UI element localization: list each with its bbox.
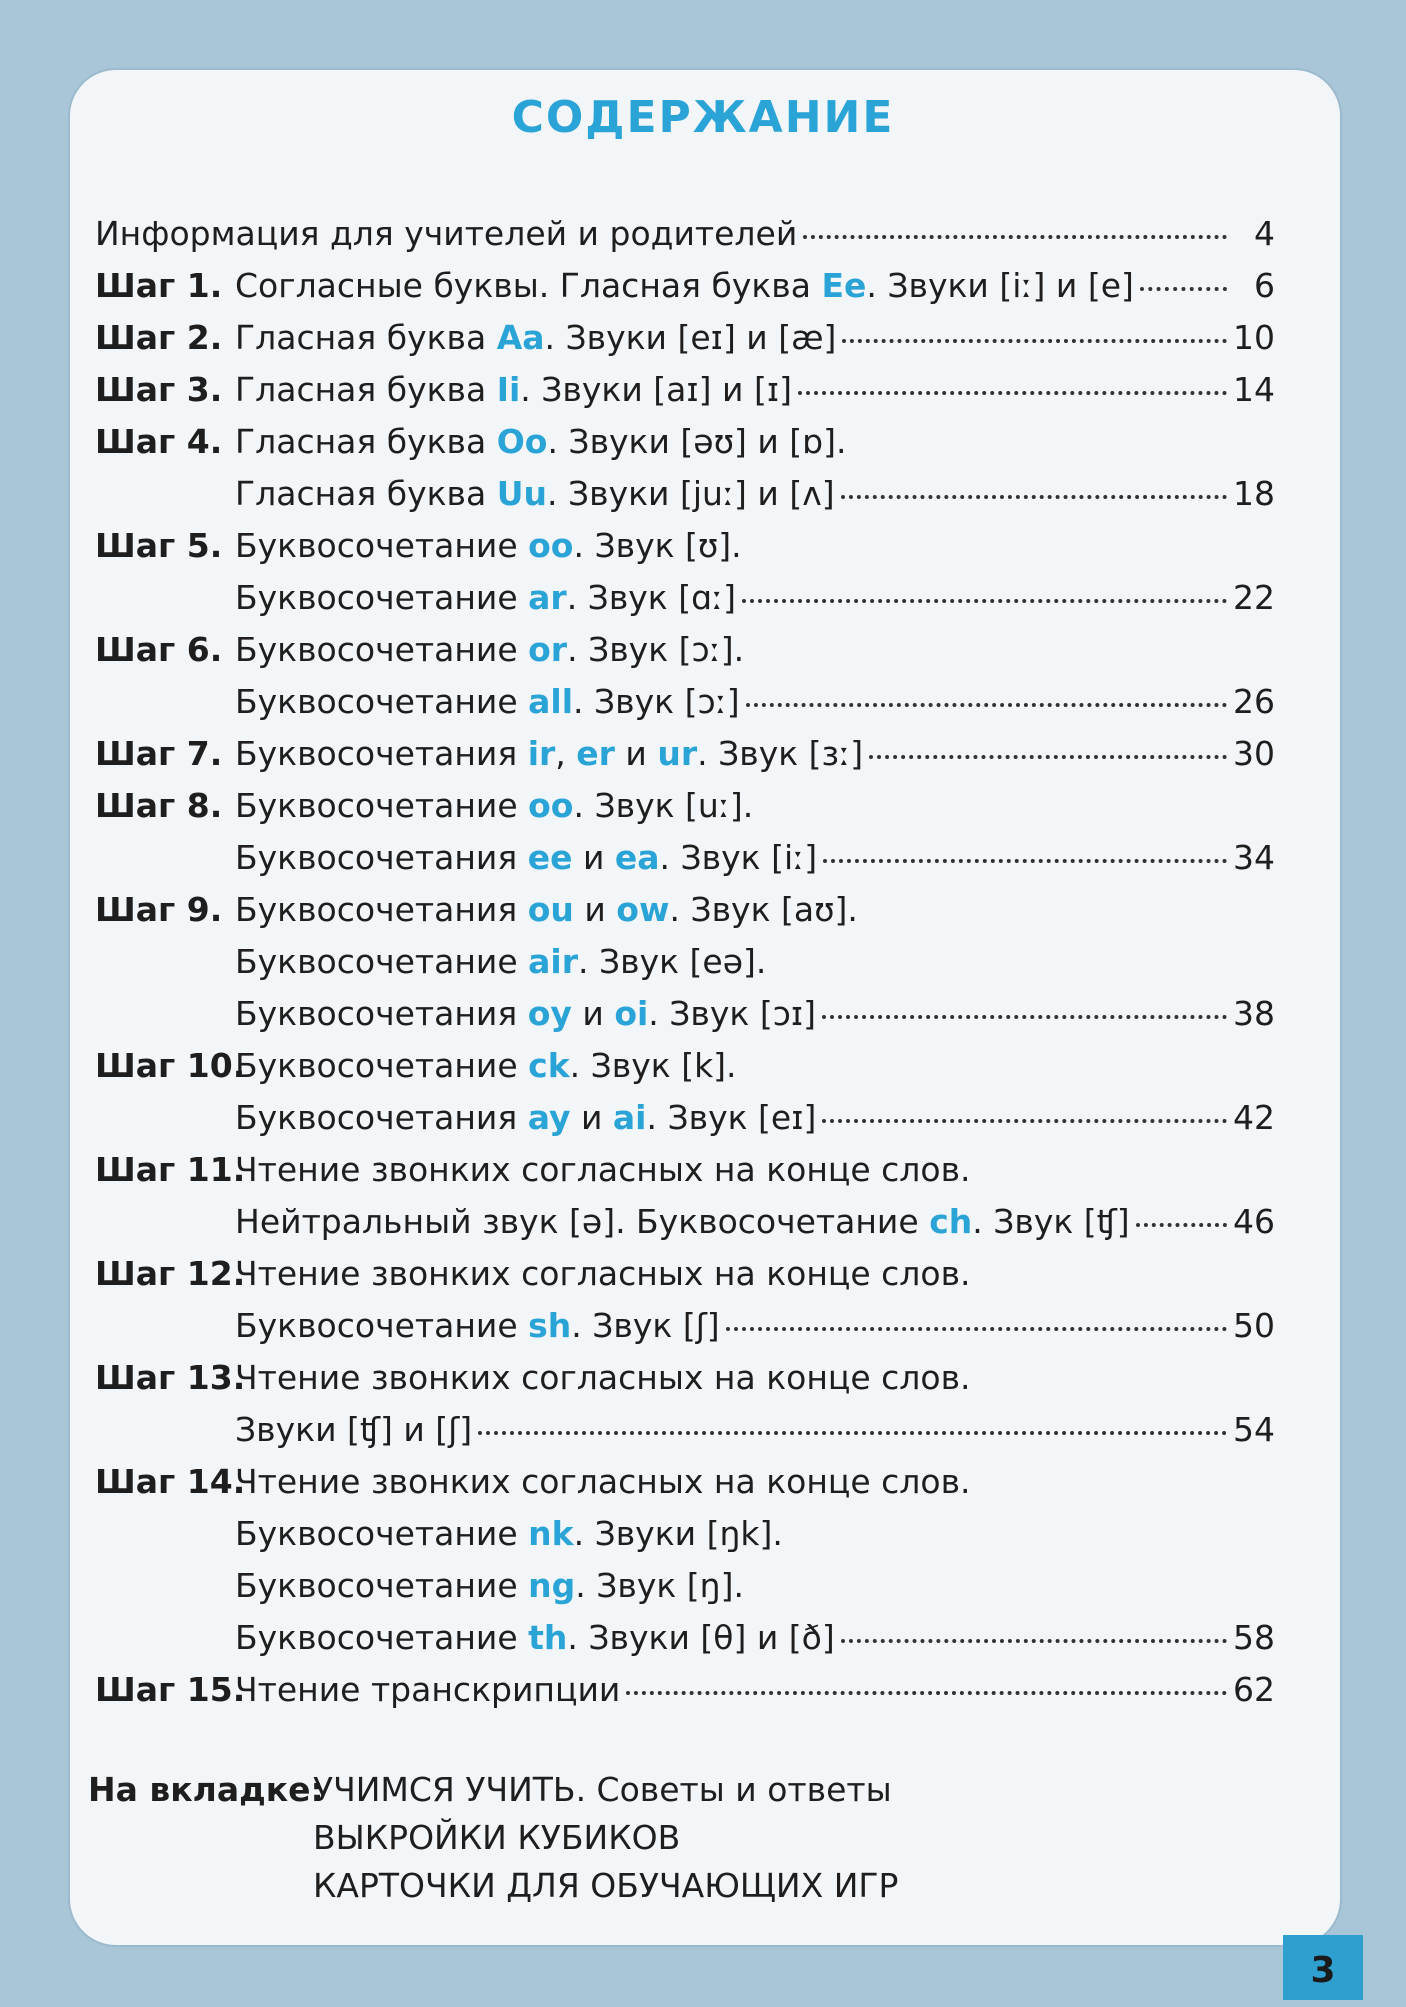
entry-text-part: Чтение звонких согласных на конце слов. — [235, 1358, 971, 1397]
toc-entry — [95, 1514, 1275, 1566]
letter-highlight: ar — [528, 578, 567, 617]
letter-highlight: air — [528, 942, 578, 981]
toc-entry — [95, 994, 1275, 1046]
toc-entry — [95, 526, 1275, 578]
entry-text — [235, 266, 1275, 318]
step-label: Шаг 4. — [95, 422, 223, 461]
toc-entry — [95, 214, 1275, 266]
toc-entry — [95, 1254, 1275, 1306]
entry-text-part: Буквосочетание — [235, 630, 529, 669]
entry-text-part: Информация для учителей и родителей — [95, 214, 798, 253]
entry-text-part: Звуки [ʧ] и [ʃ] — [235, 1410, 473, 1449]
letter-highlight: all — [528, 682, 574, 721]
entry-text-part: Чтение звонких согласных на конце слов. — [235, 1462, 971, 1501]
toc-entry — [95, 318, 1275, 370]
entry-text — [235, 630, 1275, 682]
insert-section — [88, 1770, 899, 1905]
dot-leader — [841, 1638, 1227, 1643]
letter-highlight: oi — [614, 994, 649, 1033]
entry-text — [235, 1618, 1275, 1670]
entry-text-part: . Звук [ʧ] — [972, 1202, 1130, 1241]
letter-highlight: ea — [614, 838, 660, 877]
entry-text-part: Буквосочетания — [235, 994, 528, 1033]
toc-entry — [95, 1150, 1275, 1202]
entry-text-part: Буквосочетание — [235, 942, 529, 981]
entry-page-number: 14 — [1233, 370, 1275, 409]
letter-highlight: ou — [527, 890, 574, 929]
entry-text-part: . Звук [ʃ] — [571, 1306, 720, 1345]
entry-page-number: 54 — [1233, 1410, 1275, 1449]
entry-text-part: и — [573, 890, 617, 929]
toc-entry — [95, 578, 1275, 630]
entry-text-part: Буквосочетание — [235, 786, 529, 825]
dot-leader — [626, 1690, 1227, 1695]
entry-text — [235, 1150, 1275, 1202]
letter-highlight: Oo — [496, 422, 548, 461]
page-number: 3 — [1283, 1935, 1363, 2000]
step-label: Шаг 14. — [95, 1462, 246, 1501]
entry-text-part: Буквосочетание — [235, 1306, 529, 1345]
toc-entry — [95, 1306, 1275, 1358]
step-label: Шаг 11. — [95, 1150, 246, 1189]
letter-highlight: nk — [528, 1514, 574, 1553]
letter-highlight: oo — [528, 786, 574, 825]
step-label: Шаг 12. — [95, 1254, 246, 1293]
entry-text — [235, 1306, 1275, 1358]
step-label: Шаг 5. — [95, 526, 223, 565]
entry-text — [235, 318, 1275, 370]
dot-leader — [823, 858, 1227, 863]
dot-leader — [842, 338, 1227, 343]
step-label: Шаг 3. — [95, 370, 223, 409]
dot-leader — [869, 754, 1227, 759]
insert-line: КАРТОЧКИ ДЛЯ ОБУЧАЮЩИХ ИГР — [313, 1866, 899, 1905]
entry-page-number: 58 — [1233, 1618, 1275, 1657]
letter-highlight: th — [528, 1618, 568, 1657]
entry-text — [235, 682, 1275, 734]
entry-text-part: Нейтральный звук [ə]. Буквосочетание — [235, 1202, 930, 1241]
entry-page-number: 42 — [1233, 1098, 1275, 1137]
dot-leader — [742, 598, 1227, 603]
entry-text — [235, 1670, 1275, 1722]
toc-entry — [95, 266, 1275, 318]
entry-text — [235, 578, 1275, 630]
entry-text — [235, 526, 1275, 578]
step-label: Шаг 2. — [95, 318, 223, 357]
dot-leader — [746, 702, 1227, 707]
toc-entry — [95, 1410, 1275, 1462]
entry-text — [95, 214, 1275, 266]
letter-highlight: Uu — [496, 474, 547, 513]
entry-text-part: Гласная буква — [235, 370, 497, 409]
entry-text — [235, 994, 1275, 1046]
toc-entry — [95, 1670, 1275, 1722]
letter-highlight: ir — [527, 734, 556, 773]
entry-text-part: . Звуки [iː] и [e] — [866, 266, 1134, 305]
entry-text-part: . Звук [ɔː]. — [567, 630, 745, 669]
letter-highlight: or — [528, 630, 568, 669]
entry-text — [235, 1202, 1275, 1254]
step-label: Шаг 1. — [95, 266, 223, 305]
entry-text-part: Буквосочетания — [235, 838, 528, 877]
entry-text — [235, 1566, 1275, 1618]
dot-leader — [822, 1014, 1227, 1019]
entry-text-part: и — [572, 838, 615, 877]
entry-text — [235, 890, 1275, 942]
entry-text-part: , — [555, 734, 577, 773]
toc-entry — [95, 1098, 1275, 1150]
entry-text — [235, 734, 1275, 786]
entry-text-part: Буквосочетание — [235, 1514, 529, 1553]
insert-line: УЧИМСЯ УЧИТЬ. Советы и ответы — [313, 1770, 892, 1809]
toc-entry — [95, 942, 1275, 994]
entry-text-part: . Звук [ʊ]. — [573, 526, 742, 565]
page-title: СОДЕРЖАНИЕ — [511, 92, 895, 143]
entry-text — [235, 838, 1275, 890]
letter-highlight: ng — [528, 1566, 576, 1605]
toc-entry — [95, 630, 1275, 682]
entry-text-part: . Звук [ɜː] — [697, 734, 864, 773]
entry-text-part: и — [571, 994, 615, 1033]
dot-leader — [841, 494, 1227, 499]
entry-text-part: Буквосочетание — [235, 578, 529, 617]
dot-leader — [478, 1430, 1227, 1435]
entry-text-part: Чтение звонких согласных на конце слов. — [235, 1150, 971, 1189]
entry-text-part: . Звук [ɑː] — [566, 578, 737, 617]
entry-page-number: 22 — [1233, 578, 1275, 617]
toc-entry — [95, 838, 1275, 890]
entry-text-part: Буквосочетание — [235, 1566, 529, 1605]
entry-text — [235, 1358, 1275, 1410]
entry-text-part: Буквосочетание — [235, 1618, 529, 1657]
letter-highlight: ee — [527, 838, 573, 877]
letter-highlight: ck — [528, 1046, 570, 1085]
entry-text-part: и — [570, 1098, 613, 1137]
entry-text-part: Буквосочетание — [235, 526, 529, 565]
entry-text-part: Гласная буква — [235, 318, 497, 357]
dot-leader — [822, 1118, 1227, 1123]
entry-text-part: Буквосочетание — [235, 682, 529, 721]
letter-highlight: sh — [528, 1306, 572, 1345]
step-label: Шаг 9. — [95, 890, 223, 929]
entry-text-part: Буквосочетания — [235, 890, 528, 929]
entry-text — [235, 370, 1275, 422]
toc-entry — [95, 1618, 1275, 1670]
step-label: Шаг 15. — [95, 1670, 246, 1709]
letter-highlight: ow — [616, 890, 670, 929]
entry-text-part: Гласная буква — [235, 422, 497, 461]
entry-text-part: . Звуки [aɪ] и [ɪ] — [520, 370, 792, 409]
entry-text-part: Согласные буквы. Гласная буква — [235, 266, 822, 305]
toc-entry — [95, 1462, 1275, 1514]
entry-page-number: 38 — [1233, 994, 1275, 1033]
insert-line: ВЫКРОЙКИ КУБИКОВ — [313, 1818, 681, 1857]
toc-entry — [95, 1566, 1275, 1618]
entry-text-part: . Звук [eɪ] — [646, 1098, 817, 1137]
entry-page-number: 30 — [1233, 734, 1275, 773]
step-label: Шаг 8. — [95, 786, 223, 825]
entry-text-part: и — [614, 734, 658, 773]
step-label: Шаг 10. — [95, 1046, 246, 1085]
entry-text-part: . Звуки [ŋk]. — [573, 1514, 783, 1553]
entry-text-part: . Звуки [əʊ] и [ɒ]. — [547, 422, 847, 461]
entry-text-part: . Звук [iː] — [659, 838, 818, 877]
letter-highlight: ur — [657, 734, 698, 773]
letter-highlight: oo — [528, 526, 574, 565]
entry-text — [235, 942, 1275, 994]
entry-text-part: . Звук [ɔɪ] — [648, 994, 816, 1033]
entry-text-part: . Звук [eə]. — [578, 942, 767, 981]
toc-entry — [95, 734, 1275, 786]
letter-highlight: er — [576, 734, 615, 773]
entry-text — [235, 1254, 1275, 1306]
entry-text-part: . Звуки [θ] и [ð] — [567, 1618, 835, 1657]
dot-leader — [803, 234, 1227, 239]
entry-page-number: 4 — [1254, 214, 1275, 253]
entry-text — [235, 1514, 1275, 1566]
entry-text — [235, 1462, 1275, 1514]
entry-text-part: . Звук [ɔː] — [573, 682, 740, 721]
step-label: Шаг 13. — [95, 1358, 246, 1397]
entry-page-number: 50 — [1233, 1306, 1275, 1345]
toc-entry — [95, 786, 1275, 838]
entry-text-part: . Звуки [juː] и [ʌ] — [547, 474, 835, 513]
toc-entry — [95, 1358, 1275, 1410]
entry-text-part: Буквосочетания — [235, 1098, 528, 1137]
entry-page-number: 62 — [1233, 1670, 1275, 1709]
entry-text — [235, 1046, 1275, 1098]
table-of-contents — [95, 214, 1275, 1722]
entry-text — [235, 1098, 1275, 1150]
dot-leader — [1140, 286, 1227, 291]
entry-text-part: Буквосочетание — [235, 1046, 529, 1085]
toc-entry — [95, 682, 1275, 734]
entry-text-part: . Звук [aʊ]. — [669, 890, 858, 929]
letter-highlight: ay — [527, 1098, 571, 1137]
letter-highlight: Ii — [496, 370, 521, 409]
entry-text-part: Гласная буква — [235, 474, 497, 513]
entry-text-part: . Звук [ŋ]. — [575, 1566, 744, 1605]
entry-text-part: Чтение звонких согласных на конце слов. — [235, 1254, 971, 1293]
entry-text — [235, 786, 1275, 838]
step-label: Шаг 7. — [95, 734, 223, 773]
entry-page-number: 34 — [1233, 838, 1275, 877]
entry-page-number: 10 — [1233, 318, 1275, 357]
toc-entry — [95, 890, 1275, 942]
toc-entry — [95, 370, 1275, 422]
entry-text-part: . Звук [k]. — [569, 1046, 737, 1085]
entry-page-number: 18 — [1233, 474, 1275, 513]
dot-leader — [798, 390, 1227, 395]
toc-entry — [95, 1202, 1275, 1254]
toc-entry — [95, 1046, 1275, 1098]
dot-leader — [726, 1326, 1227, 1331]
entry-text — [235, 422, 1275, 474]
dot-leader — [1136, 1222, 1227, 1227]
entry-page-number: 26 — [1233, 682, 1275, 721]
entry-text-part: Чтение транскрипции — [235, 1670, 621, 1709]
entry-text-part: Буквосочетания — [235, 734, 528, 773]
toc-entry — [95, 474, 1275, 526]
insert-label: На вкладке: — [88, 1770, 324, 1809]
entry-text — [235, 1410, 1275, 1462]
letter-highlight: ai — [612, 1098, 647, 1137]
entry-text-part: . Звуки [eɪ] и [æ] — [544, 318, 837, 357]
letter-highlight: oy — [527, 994, 572, 1033]
toc-entry — [95, 422, 1275, 474]
step-label: Шаг 6. — [95, 630, 223, 669]
letter-highlight: ch — [929, 1202, 973, 1241]
entry-text — [235, 474, 1275, 526]
entry-text-part: . Звук [uː]. — [573, 786, 754, 825]
letter-highlight: Aa — [496, 318, 545, 357]
entry-page-number: 46 — [1233, 1202, 1275, 1241]
entry-page-number: 6 — [1254, 266, 1275, 305]
letter-highlight: Ee — [821, 266, 867, 305]
